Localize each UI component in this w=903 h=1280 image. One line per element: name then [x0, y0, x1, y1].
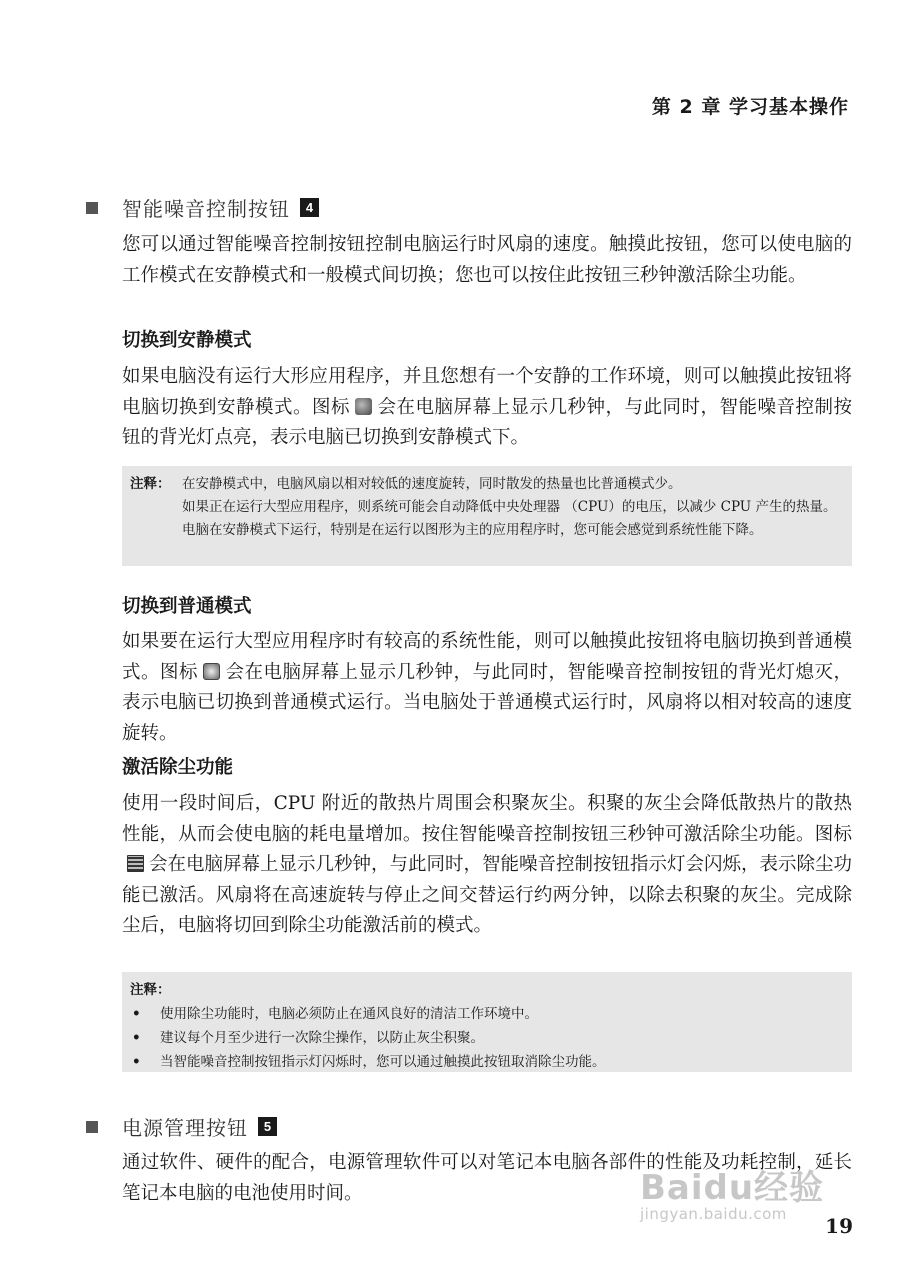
normal-text-after: 会在电脑屏幕上显示几秒钟，与此同时，智能噪音控制按钮的背光灯熄灭，表示电脑已切换到普通模式运行。当电脑处于普通模式运行时，风扇将以相对较高的速度旋转。 [122, 661, 852, 744]
quiet-mode-paragraph [122, 362, 852, 454]
list-item: • 当智能噪音控制按钮指示灯闪烁时，您可以通过触摸此按钮取消除尘功能。 [130, 1050, 844, 1074]
number-badge: 4 [300, 198, 319, 217]
intro-paragraph: 您可以通过智能噪音控制按钮控制电脑运行时风扇的速度。触摸此按钮，您可以使电脑的工作模式在安静模式和一般模式间切换；您也可以按住此按钮三秒钟激活除尘功能。 [122, 234, 852, 286]
normal-mode-paragraph [122, 627, 852, 749]
note-line: 如果正在运行大型应用程序，则系统可能会自动降低中央处理器 （CPU）的电压，以减少 CPU 产生的热量。电脑在安静模式下运行，特别是在运行以图形为主的应用程序时，您可能会感觉到系统性能下降。 [182, 499, 837, 538]
power-paragraph: 通过软件、硬件的配合，电源管理软件可以对笔记本电脑各部件的性能及功耗控制，延长笔记本电脑的电池使用时间。 [122, 1152, 852, 1204]
baidu-watermark [640, 1160, 824, 1223]
sub-heading-normal-mode: 切换到普通模式 [122, 596, 252, 617]
dust-text-after: 会在电脑屏幕上显示几秒钟，与此同时，智能噪音控制按钮指示灯会闪烁，表示除尘功能已激活。风扇将在高速旋转与停止之间交替运行约两分钟，以除去积聚的灰尘。完成除尘后，电脑将切回到除尘功能激活前的模式。 [122, 854, 853, 936]
square-bullet-icon [86, 202, 98, 214]
section-title: 电源管理按钮 [122, 1116, 248, 1140]
normal-mode-icon [203, 663, 220, 680]
sub-heading-quiet-mode: 切换到安静模式 [122, 330, 252, 351]
sub-heading-dust-removal: 激活除尘功能 [122, 757, 234, 778]
dust-removal-paragraph [122, 789, 852, 942]
section-heading-power-management [86, 1112, 277, 1141]
note-box-dust-removal [122, 972, 852, 1072]
note-box-quiet-mode [122, 466, 852, 566]
note-label: 注释： [130, 982, 171, 998]
chapter-header: 第 2 章 学习基本操作 [651, 96, 849, 118]
quiet-text-after: 会在电脑屏幕上显示几秒钟，与此同时，智能噪音控制按钮的背光灯点亮，表示电脑已切换到安静模式下。 [122, 396, 852, 448]
quiet-mode-icon [355, 398, 372, 415]
dust-removal-icon [127, 855, 144, 872]
dust-text-before: 使用一段时间后，CPU 附近的散热片周围会积聚灰尘。积聚的灰尘会降低散热片的散热性能，从而会使电脑的耗电量增加。按住智能噪音控制按钮三秒钟可激活除尘功能。图标 [122, 793, 852, 845]
number-badge: 5 [258, 1117, 277, 1136]
list-item: • 建议每个月至少进行一次除尘操作，以防止灰尘积聚。 [130, 1026, 844, 1050]
section-heading-noise-control [86, 193, 319, 222]
watermark-url: jingyan.baidu.com [640, 1205, 787, 1223]
section-title: 智能噪音控制按钮 [122, 197, 290, 221]
watermark-logo: Baidu经验 [640, 1168, 825, 1208]
list-item: • 使用除尘功能时，电脑必须防止在通风良好的清洁工作环境中。 [130, 1002, 844, 1026]
page-number: 19 [825, 1214, 853, 1238]
note-line: 在安静模式中，电脑风扇以相对较低的速度旋转，同时散发的热量也比普通模式少。 [182, 476, 682, 492]
normal-text-before: 如果要在运行大型应用程序时有较高的系统性能，则可以触摸此按钮将电脑切换到普通模式。图标 [122, 631, 852, 683]
note-label: 注释： [130, 476, 171, 492]
note-list [130, 1002, 844, 1074]
square-bullet-icon [86, 1121, 98, 1133]
quiet-text-before: 如果电脑没有运行大形应用程序，并且您想有一个安静的工作环境，则可以触摸此按钮将电脑切换到安静模式。图标 [122, 366, 852, 418]
